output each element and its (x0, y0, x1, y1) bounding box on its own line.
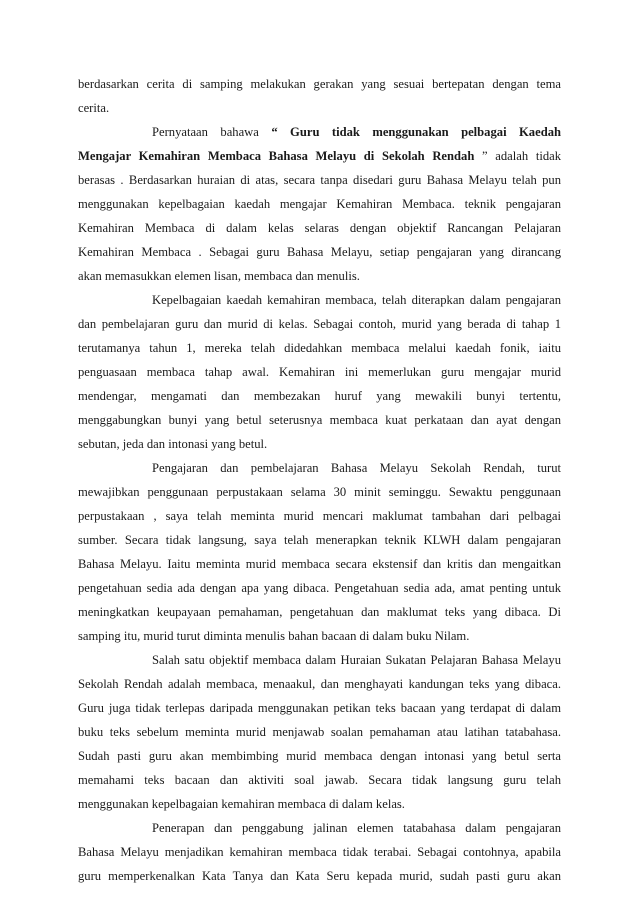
text-line: Salah satu objektif membaca dalam Huraian Sukatan Pelajaran Bahasa Melayu (152, 653, 561, 667)
text-line: Guru juga tidak terlepas daripada menggunakan petikan teks bacaan yang terdapat di dalam (78, 701, 561, 715)
text-line: Kemahiran Membaca . Sebagai guru Bahasa Melayu, setiap pengajaran yang dirancang (78, 245, 561, 259)
text-line: samping itu, murid turut diminta menulis bahan bacaan di dalam buku Nilam. (78, 629, 470, 643)
text-line: sumber. Secara tidak langsung, saya telah menerapkan teknik KLWH dalam pengajaran (78, 533, 561, 547)
text-line: akan memasukkan elemen lisan, membaca dan menulis. (78, 269, 360, 283)
text-line: Sekolah Rendah adalah membaca, menaakul, dan menghayati kandungan teks yang dibaca. (78, 677, 561, 691)
text-line: berdasarkan cerita di samping melakukan gerakan yang sesuai bertepatan dengan tema (78, 77, 561, 91)
text-line: berasas . Berdasarkan huraian di atas, secara tanpa disedari guru Bahasa Melayu telah pun (78, 173, 561, 187)
text-line: buku teks sebelum meminta murid menjawab soalan pemahaman atau latihan tatabahasa. (78, 725, 561, 739)
text-line: penguasaan membaca tahap awal. Kemahiran ini memerlukan guru mengajar murid (78, 365, 561, 379)
text-line: menggabungkan bunyi yang betul seterusnya membaca kuat perkataan dan ayat dengan (78, 413, 561, 427)
text-line: cerita. (78, 101, 110, 115)
text-line: mewajibkan penggunaan perpustakaan selama 30 minit seminggu. Sewaktu penggunaan (78, 485, 561, 499)
text-line: mendengar, mengamati dan membezakan huruf yang mewakili bunyi tertentu, (78, 389, 561, 403)
text-line: Pengajaran dan pembelajaran Bahasa Melayu Sekolah Rendah, turut (152, 461, 561, 475)
text-line: meningkatkan keupayaan pemahaman, pengetahuan dan maklumat teks yang dibaca. Di (78, 605, 561, 619)
text-line: Sudah pasti guru akan membimbing murid membaca dengan intonasi yang betul serta (78, 749, 561, 763)
text-line: perpustakaan , saya telah meminta murid mencari maklumat tambahan dari pelbagai (78, 509, 561, 523)
text-line: menggunakan kepelbagaian kemahiran membaca di dalam kelas. (78, 797, 405, 811)
text-line: Pernyataan bahawa “ Guru tidak menggunakan pelbagai Kaedah (152, 125, 562, 139)
text-line: sebutan, jeda dan intonasi yang betul. (78, 437, 268, 451)
text-line: Mengajar Kemahiran Membaca Bahasa Melayu di Sekolah Rendah ” adalah tidak (78, 149, 561, 163)
document-page (78, 72, 561, 888)
text-line: pengetahuan sedia ada dengan apa yang dibaca. Pengetahuan sedia ada, amat penting untuk (78, 581, 561, 595)
text-line: menggunakan kepelbagaian kaedah mengajar Kemahiran Membaca. teknik pengajaran (78, 197, 561, 211)
text-line: Penerapan dan penggabung jalinan elemen tatabahasa dalam pengajaran (152, 821, 561, 835)
text-line: Bahasa Melayu menjadikan kemahiran membaca tidak terabai. Sebagai contohnya, apabila (78, 845, 561, 859)
text-line: Bahasa Melayu. Iaitu meminta murid membaca secara ekstensif dan kritis dan mengaitkan (78, 557, 561, 571)
text-line: terutamanya tahun 1, mereka telah didedahkan membaca melalui kaedah fonik, iaitu (78, 341, 561, 355)
text-line: memahami teks bacaan dan aktiviti soal jawab. Secara tidak langsung guru telah (78, 773, 561, 787)
text-line: Kemahiran Membaca di dalam kelas selaras dengan objektif Rancangan Pelajaran (78, 221, 561, 235)
text-line: guru memperkenalkan Kata Tanya dan Kata Seru kepada murid, sudah pasti guru akan (78, 869, 561, 883)
text-line: dan pembelajaran guru dan murid di kelas. Sebagai contoh, murid yang berada di tahap 1 (78, 317, 561, 331)
text-line: Kepelbagaian kaedah kemahiran membaca, telah diterapkan dalam pengajaran (152, 293, 561, 307)
